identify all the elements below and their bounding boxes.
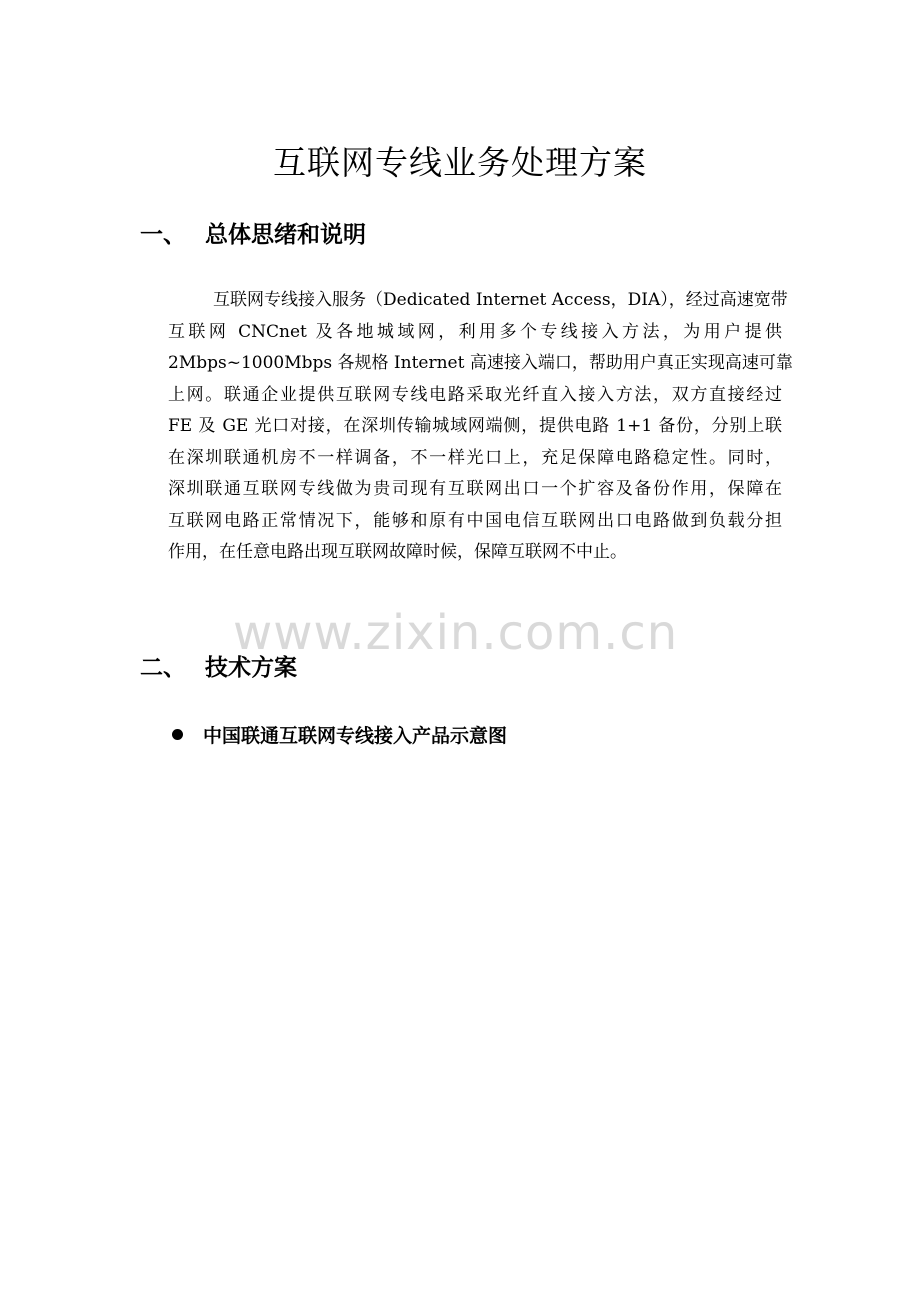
paragraph-line: 在深圳联通机房不一样调备，不一样光口上，充足保障电路稳定性。同时， <box>168 447 782 468</box>
bullet-icon <box>172 729 183 740</box>
paragraph-line: 深圳联通互联网专线做为贵司现有互联网出口一个扩容及备份作用，保障在 <box>168 479 782 499</box>
section-title-1: 总体思绪和说明 <box>205 222 366 248</box>
section-number-1: 一、 <box>140 222 186 248</box>
section-heading-1 <box>140 219 366 251</box>
paragraph-line: 上网。联通企业提供互联网专线电路采取光纤直入接入方法，双方直接经过 <box>168 384 782 405</box>
intro-paragraph <box>168 285 793 569</box>
paragraph-line: FE 及 GE 光口对接，在深圳传输城域网端侧，提供电路 1+1 备份，分别上联 <box>168 416 782 436</box>
watermark: www.zixin.com.cn <box>233 605 679 661</box>
section-title-2: 技术方案 <box>205 655 297 681</box>
document-title: 互联网专线业务处理方案 <box>273 143 647 182</box>
section-number-2: 二、 <box>140 655 186 681</box>
paragraph-line: 互联网电路正常情况下，能够和原有中国电信互联网出口电路做到负载分担 <box>168 510 782 531</box>
paragraph-line: 作用，在任意电路出现互联网故障时候，保障互联网不中止。 <box>168 542 627 562</box>
paragraph-line: 互联网 CNCnet 及各地城域网，利用多个专线接入方法，为用户提供 <box>168 321 782 342</box>
bullet-item <box>172 721 507 751</box>
paragraph-line: 互联网专线接入服务（Dedicated Internet Access，DIA），经过高速宽带 <box>213 290 788 310</box>
section-heading-2 <box>140 652 297 684</box>
bullet-item-text: 中国联通互联网专线接入产品示意图 <box>203 725 508 747</box>
paragraph-line: 2Mbps~1000Mbps 各规格 Internet 高速接入端口，帮助用户真正实现高速可靠 <box>168 353 793 373</box>
